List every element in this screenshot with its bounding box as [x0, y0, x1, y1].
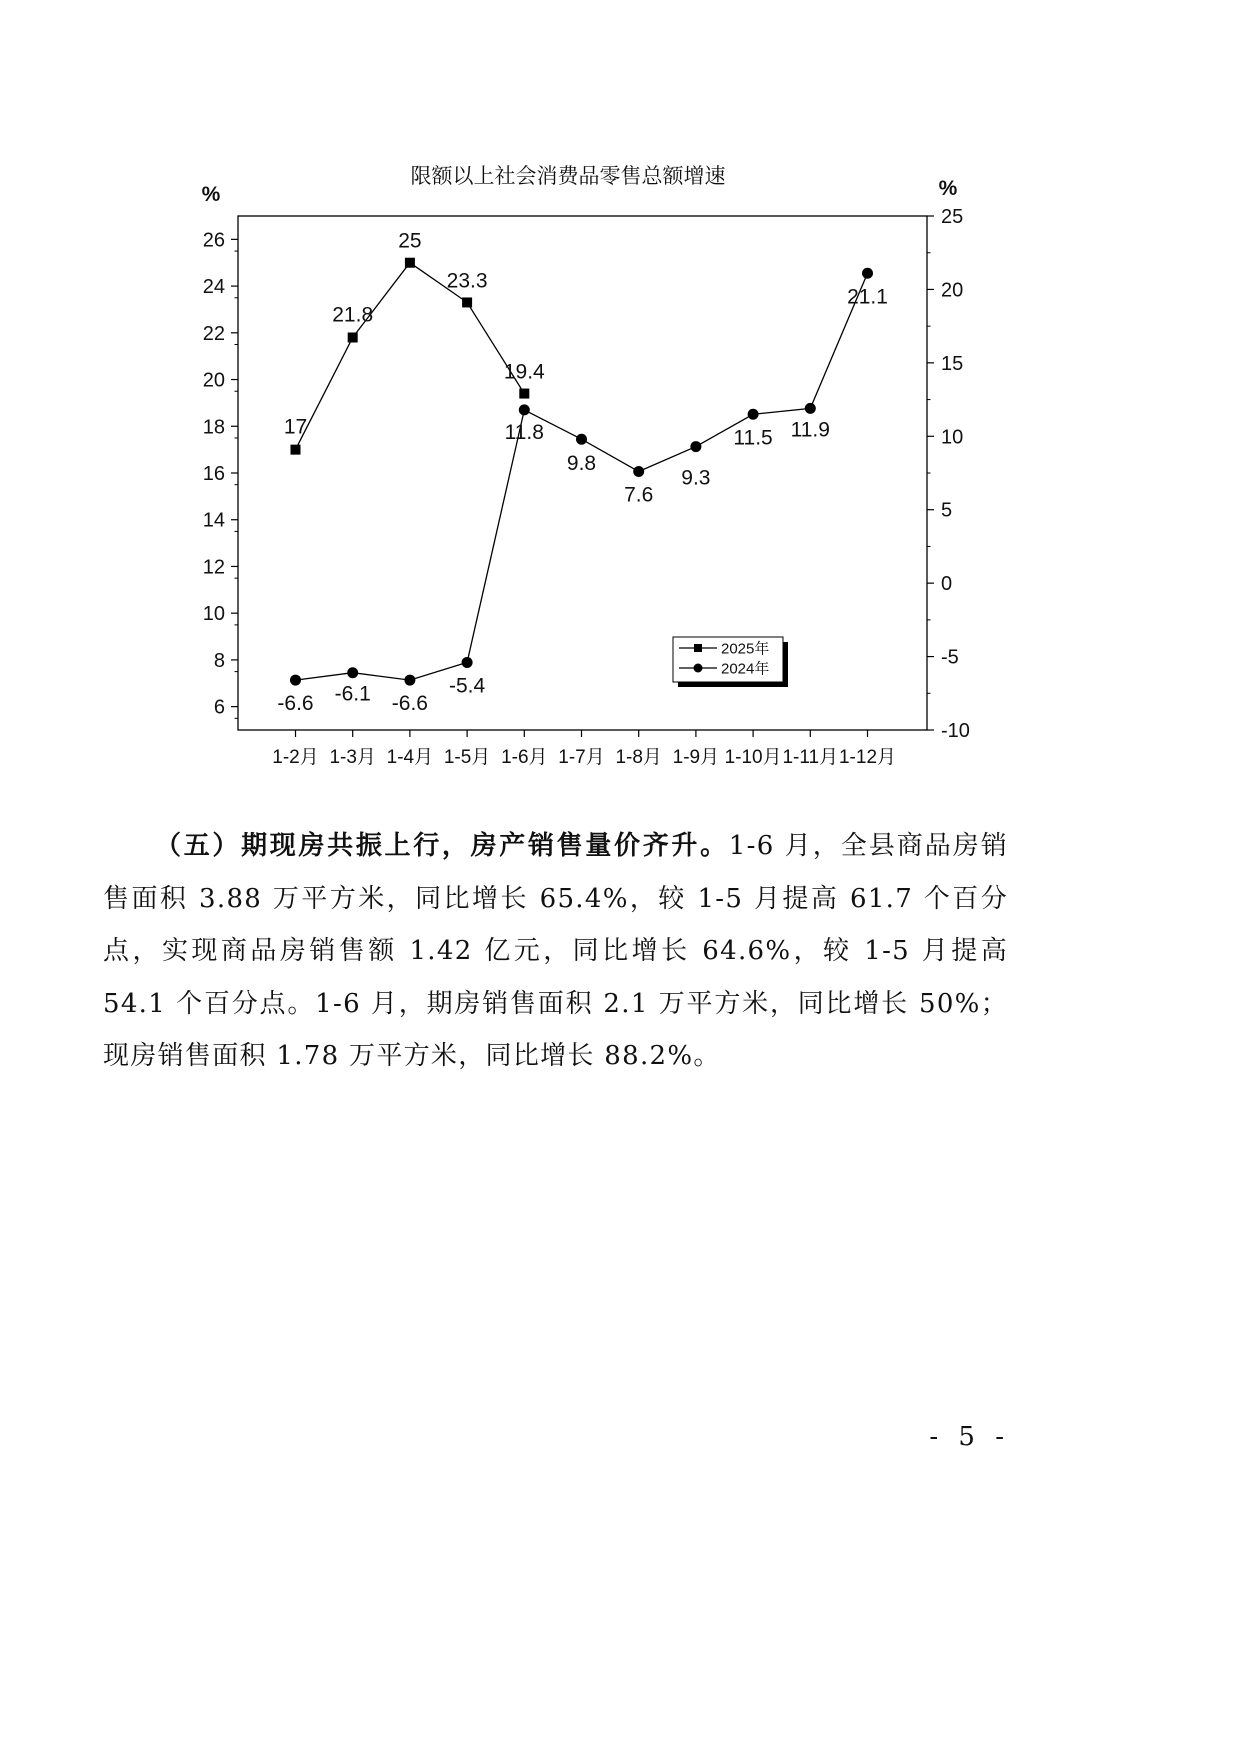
data-point-2024年: [633, 466, 644, 477]
y-left-tick-label: 6: [213, 696, 225, 719]
y-left-tick-label: 26: [202, 229, 225, 252]
data-point-2024年: [290, 675, 301, 686]
data-point-2024年: [404, 675, 415, 686]
data-label-2024年: 11.5: [733, 426, 773, 450]
y-left-tick-label: 24: [202, 276, 225, 299]
data-point-2025年: [348, 332, 358, 342]
x-tick-label: 1-10月: [724, 747, 782, 768]
data-point-2024年: [347, 667, 358, 678]
x-tick-label: 1-9月: [672, 747, 720, 768]
y-right-tick-label: 5: [941, 499, 953, 522]
y-left-tick-label: 14: [202, 509, 225, 532]
data-point-2025年: [462, 297, 472, 307]
x-tick-label: 1-5月: [443, 747, 491, 768]
data-label-2024年: -6.6: [391, 692, 428, 716]
y-right-tick-label: 0: [941, 573, 953, 596]
x-tick-label: 1-3月: [329, 747, 376, 768]
y-left-tick-label: 10: [202, 603, 225, 626]
data-label-2024年: 11.8: [504, 420, 544, 444]
chart-title: 限额以上社会消费品零售总额增速: [410, 165, 726, 188]
y-left-tick-label: 20: [202, 369, 225, 392]
legend-label-2025年: 2025年: [721, 640, 770, 658]
series-line-2024年: [296, 273, 868, 680]
x-tick-label: 1-4月: [386, 747, 434, 768]
chart-legend: [673, 637, 788, 687]
data-label-2025年: 17: [283, 415, 308, 439]
data-label-2024年: -6.1: [334, 682, 371, 706]
y-left-tick-label: 12: [202, 556, 225, 579]
data-label-2025年: 19.4: [503, 360, 545, 384]
data-point-2025年: [405, 258, 415, 268]
page-number: - 5 -: [929, 1422, 1010, 1452]
data-label-2025年: 25: [398, 229, 422, 253]
x-tick-label: 1-6月: [501, 747, 548, 768]
data-point-2024年: [805, 403, 816, 414]
x-tick-label: 1-12月: [838, 747, 897, 768]
data-point-2024年: [462, 657, 473, 668]
data-point-2024年: [690, 441, 701, 452]
y-left-tick-label: 8: [213, 649, 225, 672]
data-label-2024年: 11.9: [790, 418, 830, 442]
data-point-2024年: [748, 409, 759, 420]
y-right-tick-label: 15: [941, 352, 964, 375]
y-left-tick-label: 18: [202, 416, 225, 439]
x-tick-label: 1-2月: [272, 747, 319, 768]
y-right-tick-label: 25: [941, 206, 964, 228]
x-tick-label: 1-11月: [782, 747, 839, 768]
data-label-2024年: -5.4: [449, 674, 486, 698]
paragraph-text: 1-6 月，全县商品房销售面积 3.88 万平方米，同比增长 65.4%，较 1-5 月提高 61.7 个百分点，实现商品房销售额 1.42 亿元，同比增长 64.6%，较 1-5 月提高 54.1 个百分点。1-6 月，期房销售面积 2.1 万平方米，同比增长 50%；现房销售面积 1.78 万平方米，同比增长 88.2%。: [103, 831, 1008, 1071]
y-left-tick-label: 22: [202, 322, 225, 345]
data-point-2025年: [291, 445, 301, 455]
body-paragraph: [103, 820, 1008, 1083]
data-label-2024年: -6.6: [277, 692, 314, 716]
x-tick-label: 1-7月: [558, 747, 605, 768]
series-line-2025年: [296, 263, 525, 450]
data-label-2024年: 21.1: [847, 285, 888, 309]
y-right-tick-label: 20: [941, 279, 964, 302]
data-point-2024年: [519, 404, 530, 415]
data-point-2024年: [862, 268, 873, 279]
y-left-unit: %: [201, 183, 221, 206]
retail-sales-growth-chart: [0, 0, 1103, 800]
y-right-tick-label: -10: [941, 720, 970, 742]
section-heading: （五）期现房共振上行，房产销售量价齐升。: [155, 831, 729, 861]
chart-series: [277, 230, 888, 715]
data-label-2025年: 23.3: [446, 269, 488, 293]
y-right-tick-label: -5: [941, 646, 959, 669]
data-label-2024年: 7.6: [624, 483, 654, 507]
x-tick-label: 1-8月: [615, 747, 662, 768]
legend-marker-2025年: [694, 644, 702, 652]
legend-marker-2024年: [694, 664, 703, 673]
data-label-2024年: 9.8: [566, 452, 597, 476]
data-point-2024年: [576, 434, 587, 445]
data-label-2024年: 9.3: [681, 466, 711, 490]
y-right-unit: %: [938, 177, 958, 200]
y-left-tick-label: 16: [202, 463, 225, 485]
data-point-2025年: [519, 389, 529, 399]
data-label-2025年: 21.8: [332, 303, 374, 327]
y-right-tick-label: 10: [941, 426, 964, 449]
legend-label-2024年: 2024年: [721, 660, 770, 678]
